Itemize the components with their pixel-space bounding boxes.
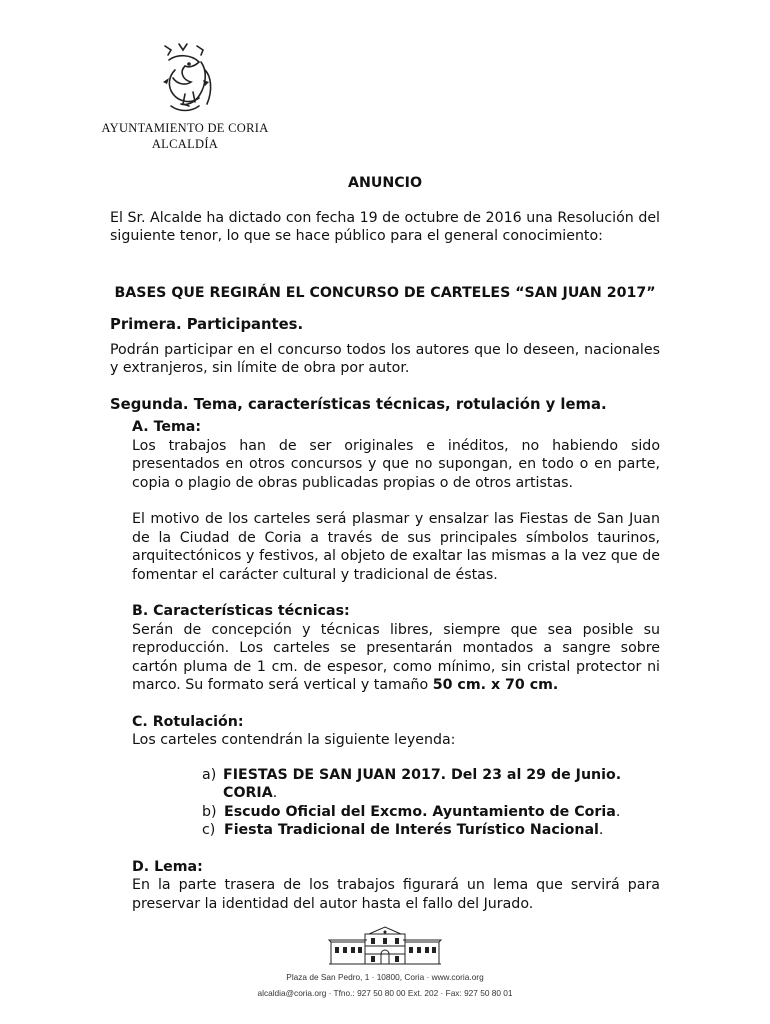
poster-size: 50 cm. x 70 cm. [432,677,559,693]
subsection-c-text: Los carteles contendrán la siguiente leyenda: [132,732,456,748]
subsection-a [132,418,660,584]
page-footer [0,924,770,998]
letterhead [100,40,270,152]
legend-list [202,766,660,840]
subsection-c [132,713,660,840]
document-title: ANUNCIO [348,175,422,191]
list-item: c) Fiesta Tradicional de Interés Turístico Nacional. [202,822,604,838]
coat-of-arms-logo [145,40,225,120]
bases-title: BASES QUE REGIRÁN EL CONCURSO DE CARTELES “SAN JUAN 2017” [114,284,656,301]
section-1-heading: Primera. Participantes. [110,316,304,333]
footer-contact: alcaldia@coria.org · Tfno.: 927 50 80 00 Ext. 202 · Fax: 927 50 80 01 [257,988,513,998]
subsection-d-text: En la parte trasera de los trabajos figurará un lema que servirá para preservar la identidad del autor hasta el fallo del Jurado. [132,877,660,912]
subsection-b-heading: B. Características técnicas: [132,603,350,619]
subsection-a-heading: A. Tema: [132,419,202,435]
footer-address: Plaza de San Pedro, 1 · 10800, Coria · www.coria.org [286,972,484,982]
town-hall-building-logo [325,924,445,966]
subsection-a-text-1: Los trabajos han de ser originales e inéditos, no habiendo sido presentados en otros concursos y que no supongan, en todo o en parte, copia o plagio de obras publicadas propias o de otros artistas. [132,437,660,491]
document-body [110,174,660,913]
org-department: ALCALDÍA [151,137,219,151]
intro-paragraph: El Sr. Alcalde ha dictado con fecha 19 de octubre de 2016 una Resolución del siguiente tenor, lo que se hace público para el general conocimiento: [110,209,660,244]
org-name: AYUNTAMIENTO DE CORIA [101,121,269,135]
subsection-c-heading: C. Rotulación: [132,713,244,730]
subsection-a-text-2: El motivo de los carteles será plasmar y ensalzar las Fiestas de San Juan de la Ciudad de Coria a través de sus principales símbolos taurinos, arquitectónicos y festivos, al objeto de exaltar las mismas a la vez que de fomentar el carácter cultural y tradicional de éstas. [132,511,660,583]
list-item: a) FIESTAS DE SAN JUAN 2017. Del 23 al 29 de Junio. CORIA. [202,766,622,801]
section-2-heading: Segunda. Tema, características técnicas, rotulación y lema. [110,395,607,413]
subsection-b-text [132,621,660,695]
subsection-d [132,858,660,914]
subsection-b-body: Serán de concepción y técnicas libres, siempre que sea posible su reproducción. Los carteles se presentarán montados a sangre sobre cartón pluma de 1 cm. de espesor, como mínimo, sin cristal protector ni marco. Su formato será vertical y tamaño [132,621,660,693]
section-1-text: Podrán participar en el concurso todos los autores que lo deseen, nacionales y extranjeros, sin límite de obra por autor. [110,341,660,376]
list-item: b) Escudo Oficial del Excmo. Ayuntamiento de Coria. [202,803,621,820]
subsection-b [132,602,660,695]
subsection-d-heading: D. Lema: [132,858,203,875]
